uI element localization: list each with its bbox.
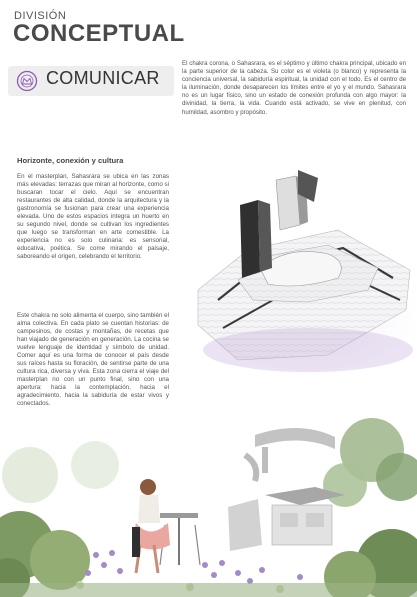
paragraph-2: Este chakra no solo alimenta el cuerpo, sino también el alma colectiva. En cada plato se cuentan historias: de campesinos, de costas y montañas, de recetas que han viajado de generación en generación. La cocina se vuelve lenguaje de identidad y símbolo de unidad. Comer aquí es una forma de conocer el país desde sus raíces hasta su floración, de sentirse parte de una cultura rica, diversa y viva. Esta zona cierra el viaje del masterplan no con un punto final, sino con una apertura: hacia la contemplación, hacia el agradecimiento, hacia la sabiduría de estar vivos y conectados. bbox=[17, 312, 169, 407]
subheading: Horizonte, conexión y cultura bbox=[17, 156, 124, 165]
landscape-illustration bbox=[0, 395, 417, 597]
intro-text: El chakra corona, o Sahasrara, es el séptimo y último chakra principal, ubicado en la parte superior de la cabeza. Su color es el violeta (o blanco) y representa la conciencia universal, la sabiduría espiritual, la unidad con el todo. Es el centro de la iluminación, donde desaparecen los límites entre el yo y el mundo. Sahasrara no es un lugar físico, sino un estado de conexión profunda con algo mayor: la divinidad, la tierra, la vida. Cuando está activado, se vive en plenitud, con humildad, asombro y propósito. bbox=[182, 60, 406, 116]
header-kicker: DIVISIÓN bbox=[14, 10, 67, 22]
crown-chakra-icon bbox=[16, 70, 38, 92]
page-title: CONCEPTUAL bbox=[13, 20, 185, 47]
terrain-model-illustration bbox=[178, 150, 416, 382]
paragraph-1: En el masterplan, Sahasrara se ubica en las zonas más elevadas: terrazas que miran al horizonte, como si buscaran tocar el cielo. Aquí se encuentran restaurantes de alta calidad, donde la arquitectura y la gastronomía se fusionan para crear una experiencia elevada. Uno de estos espacios integra un huerto en su segundo nivel, donde se cultivan los ingredientes que luego se transforman en arte comestible. La experiencia no es solo culinaria: es sensorial, educativa, poética. Se come mirando el paisaje, saboreando el origen, celebrando el territorio. bbox=[17, 173, 169, 260]
section-title: COMUNICAR bbox=[46, 68, 160, 88]
